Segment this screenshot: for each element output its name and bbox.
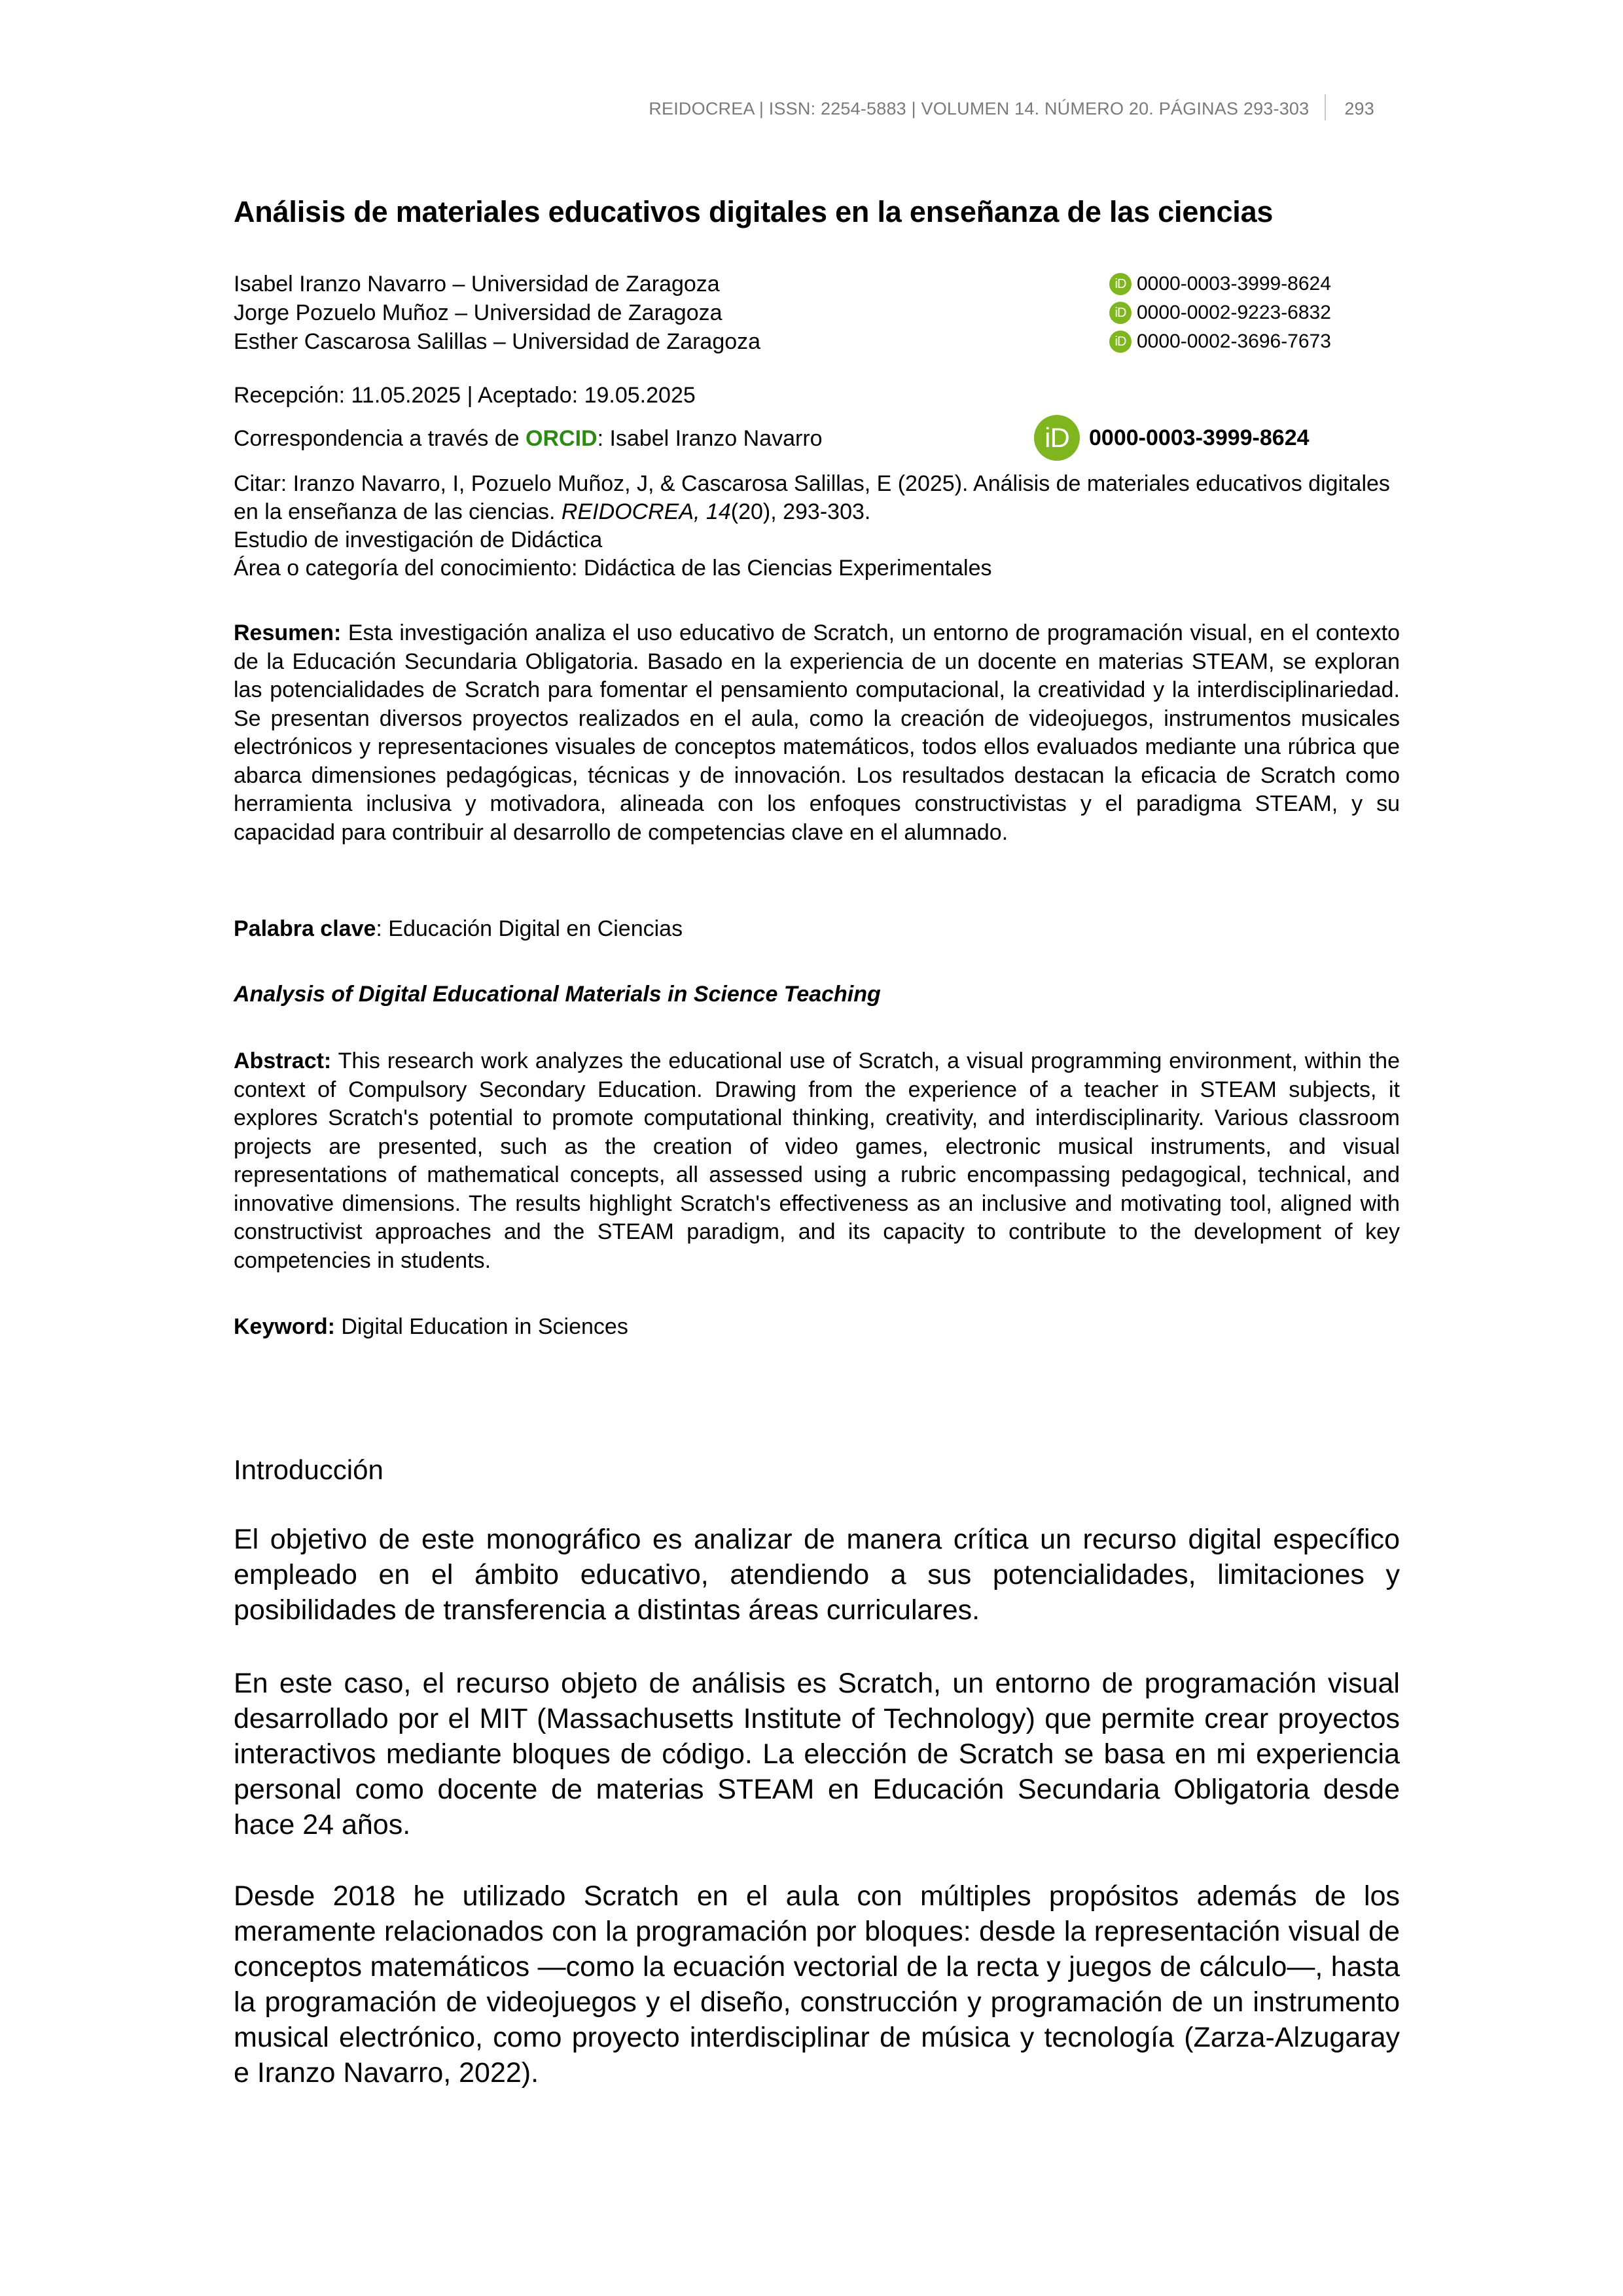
orcid-id: 0000-0002-3696-7673 [1137,331,1331,352]
correspondence-orcid-link[interactable] [1034,415,1310,461]
correspondence-author: : Isabel Iranzo Navarro [597,426,823,451]
orcid-icon: iD [1109,302,1132,324]
resumen-paragraph [234,619,1400,847]
intro-paragraph-3: Desde 2018 he utilizado Scratch en el aula con múltiples propósitos además de los meramente relacionados con la programación por bloques: desde la representación visual de conceptos matemáticos —como la ecuación vectorial de la recta y juegos de cálculo—, hasta la programación de videojuegos y el diseño, construcción y programación de un instrumento musical electrónico, como proyecto interdisciplinar de música y tecnología (Zarza-Alzugaray e Iranzo Navarro, 2022). [234,1880,1400,2089]
english-title: Analysis of Digital Educational Materials in Science Teaching [234,982,881,1007]
orcid-link[interactable]: ORCID [526,426,597,451]
author-1: Isabel Iranzo Navarro – Universidad de Zaragoza [234,272,720,296]
abstract-text: This research work analyzes the educational use of Scratch, a visual programming environment, within the context of Compulsory Secondary Education. Drawing from the experience of a teacher in STEAM subjects, it explores Scratch's potential to promote computational thinking, creativity, and interdisciplinarity. Various classroom projects are presented, such as the creation of video games, electronic musical instruments, and visual representations of mathematical concepts, all assessed using a rubric encompassing pedagogical, technical, and innovative dimensions. The results highlight Scratch's effectiveness as an inclusive and motivating tool, aligned with constructivist approaches and the STEAM paradigm, and its capacity to contribute to the development of key competencies in students. [234,1049,1400,1273]
running-header [589,97,1374,123]
keyword-label: Keyword: [234,1314,335,1339]
header-divider [1325,94,1326,120]
orcid-icon: iD [1109,273,1132,295]
orcid-link-2[interactable] [1109,298,1331,327]
orcid-icon: iD [1034,415,1080,461]
author-2: Jorge Pozuelo Muñoz – Universidad de Zaragoza [234,300,722,325]
page-number: 293 [1344,99,1374,119]
journal-info: REIDOCREA | ISSN: 2254-5883 | VOLUMEN 14. NÚMERO 20. PÁGINAS 293-303 [649,99,1310,119]
citation: Citar: Iranzo Navarro, I, Pozuelo Muñoz, J, & Cascarosa Salillas, E (2025). Análisis de materiales educativos digitales en la enseñanza de las ciencias. REIDOCREA, 14(20), 293-303. [234,471,1390,524]
resumen-label: Resumen: [234,620,342,645]
palabra-clave-label: Palabra clave [234,916,376,941]
resumen-text: Esta investigación analiza el uso educativo de Scratch, un entorno de programación visual, en el contexto de la Educación Secundaria Obligatoria. Basado en la experiencia de un docente en materias STEAM, se exploran las potencialidades de Scratch para fomentar el pensamiento computacional, la creatividad y la interdisciplinariedad. Se presentan diversos proyectos realizados en el aula, como la creación de videojuegos, instrumentos musicales electrónicos y representaciones visuales de conceptos matemáticos, todos ellos evaluados mediante una rúbrica que abarca dimensiones pedagógicas, técnicas y de innovación. Los resultados destacan la eficacia de Scratch como herramienta inclusiva y motivadora, alineada con los enfoques constructivistas y el paradigma STEAM, y su capacidad para contribuir al desarrollo de competencias clave en el alumnado. [234,620,1400,845]
knowledge-area: Área o categoría del conocimiento: Didáctica de las Ciencias Experimentales [234,556,992,581]
author-3: Esther Cascarosa Salillas – Universidad de Zaragoza [234,329,761,354]
palabra-clave [234,916,1400,942]
palabra-clave-text: : Educación Digital en Ciencias [376,916,683,941]
study-type: Estudio de investigación de Didáctica [234,528,603,552]
orcid-link-3[interactable] [1109,327,1331,356]
correspondence-orcid-id: 0000-0003-3999-8624 [1089,425,1310,450]
reception-dates: Recepción: 11.05.2025 | Aceptado: 19.05.2025 [234,383,696,408]
author-orcid-list [1109,270,1331,356]
section-heading-introduccion: Introducción [234,1454,383,1485]
abstract-label: Abstract: [234,1049,332,1073]
citation-block [234,470,1400,583]
keyword-line [234,1314,1400,1340]
orcid-id: 0000-0003-3999-8624 [1137,273,1331,295]
abstract-paragraph [234,1047,1400,1275]
orcid-id: 0000-0002-9223-6832 [1137,302,1331,323]
article-title: Análisis de materiales educativos digitales en la enseñanza de las ciencias [234,195,1274,228]
keyword-text: Digital Education in Sciences [334,1314,628,1339]
journal-name: REIDOCREA, 14 [561,499,731,524]
intro-paragraph-1: El objetivo de este monográfico es analizar de manera crítica un recurso digital específico empleado en el ámbito educativo, atendiendo a sus potencialidades, limitaciones y posibilidades de transferencia a distintas áreas curriculares. [234,1524,1400,1626]
correspondence-prefix: Correspondencia a través de [234,426,526,451]
orcid-icon: iD [1109,331,1132,353]
intro-paragraph-2: En este caso, el recurso objeto de análisis es Scratch, un entorno de programación visual desarrollado por el MIT (Massachusetts Institute of Technology) que permite crear proyectos interactivos mediante bloques de código. La elección de Scratch se basa en mi experiencia personal como docente de materias STEAM en Educación Secundaria Obligatoria desde hace 24 años. [234,1668,1400,1840]
orcid-link-1[interactable] [1109,270,1331,298]
